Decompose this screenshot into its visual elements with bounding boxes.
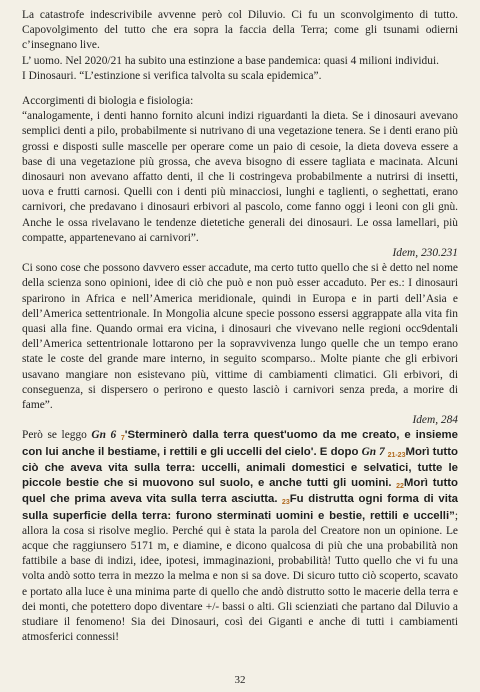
genesis-mid: E dopo: [316, 445, 362, 458]
quote-teeth: “analogamente, i denti hanno fornito alcuni indizi riguardanti la dieta. Se i dinosauri avevano semplici denti a pilo, probabilmente si nutrivano di una vegetazione tenera. Se i denti erano più grossi e disposti sulle mascelle per operare come un paio di cesoie, la dieta doveva essere a base di una vegetazione più grossa, che aveva bisogno di essere tagliata e macinata. Alcuni dinosauri non avevano affatto denti, il che li costringeva probabilmente a nutrirsi di insetti, uova e frutti carnosi. Quelli con i denti più minacciosi, lunghi e taglienti, o seghettati, erano carnivori, che predavano i dinosauri erbivori al pascolo, come fanno oggi i leoni con gli gnù. Anche le ossa rivelavano le tendenze dietetiche generali dei dinosauri. Le ossa lamellari, più compatte, appartenevano ai carnivori”.: [22, 110, 458, 244]
page-number: 32: [234, 674, 246, 686]
verse-num-3: 22: [396, 483, 404, 491]
quote-gn7-23: Fu distrutta ogni forma di vita sulla superficie della terra: furono sterminati uomini e bestie, rettili e uccelli”: [22, 493, 458, 522]
verse-num-1: 7: [120, 435, 125, 443]
quote-gn7-22: Morì tutto quel che prima aveva vita sulla terra asciutta.: [22, 477, 458, 506]
quote-gn7-21: Morì tutto ciò che aveva vita sulla terra: uccelli, animali domestici e selvatici, tutte le piccole bestie che si muovono sul suolo, e anche tutti gli uomini.: [22, 445, 458, 490]
genesis-tail: ; allora la cosa si risolve meglio. Perché qui è stata la parola del Creatore non un opinione. Le acque che raggiunsero 5171 m, e diamine, e dicono qualcosa di più che una probabilità non fattibile a base di indizi, idee, ipotesi, immaginazioni, probabilità! Tutto quello che vi fu una volta andò sotto terra in mezzo la melma e non si sa dove. Di sicuro tutto ciò scoperto, scavato e portato alla luce è una minima parte di quello che andò distrutto sotto le macerie della terra e dei monti, che potettero dopo diventare +/- bassi o alti. Gli scienziati che partano dal Diluvio a studiare il fenomeno! Sia dei Dinosauri, così dei Giganti e anche di tutti i cambiamenti atmosferici connessi!: [22, 509, 458, 644]
spacer: [22, 84, 458, 94]
quote-gn6: 'Sterminerò dalla terra quest'uomo da me creato, e insieme con lui anche il bestiame, i rettili e gli uccelli del cielo'.: [22, 429, 459, 458]
paragraph-uomo: L’ uomo. Nel 2020/21 ha subito una estinzione a base pandemica: quasi 4 milioni individui.: [22, 54, 439, 67]
citation-1: Idem, 230.231: [392, 247, 458, 260]
citation-2: Idem, 284: [412, 414, 458, 427]
paragraph-diluvio: La catastrofe indescrivibile avvenne però col Diluvio. Ci fu un sconvolgimento di tutto. Capovolgimento del tutto che era sopra la faccia della Terra; come gli tsunami odierni c’insegnano live.: [22, 9, 458, 52]
paragraph-dinosauri: I Dinosauri. “L’estinzione si verifica talvolta su scala epidemica”.: [22, 69, 322, 82]
ref-gn6: Gn 6: [91, 429, 117, 442]
genesis-intro: Però se leggo: [22, 429, 92, 442]
verse-num-4: 23: [281, 499, 290, 507]
section-heading: Accorgimenti di biologia e fisiologia:: [22, 95, 194, 108]
ref-gn7: Gn 7: [361, 445, 385, 458]
paragraph-opinions: Ci sono cose che possono davvero esser accadute, ma certo tutto quello che si è detto nel nome della scienza sono opinioni, idee di ciò che può e non può esser accaduto. Per es.: I dinosauri sparirono in Africa e nell’America meridionale, quindi in Europa e in parti dell’Asia e dell’America settentrionale. In Mongolia alcune specie possono essersi aggrappate alla vita fin quasi alla fine. Quando ormai era vicina, i dinosauri che vivevano nelle regioni occ9dentali dell’America settentrionale lottarono per la sopravvivenza lungo quelle che un tempo erano state le coste del grande mare interno, in seguito scomparso.. Molte piante che gli erbivori usavano mangiare non esistevano più, vittime di cambiamenti climatici. Gli erbivori, di conseguenza, si dispersero o perirono e questo lasciò i carnivori senza preda, a morire di fame”.: [22, 262, 458, 412]
verse-num-2: 21-23: [387, 451, 406, 459]
paragraph-genesis: [22, 428, 458, 645]
